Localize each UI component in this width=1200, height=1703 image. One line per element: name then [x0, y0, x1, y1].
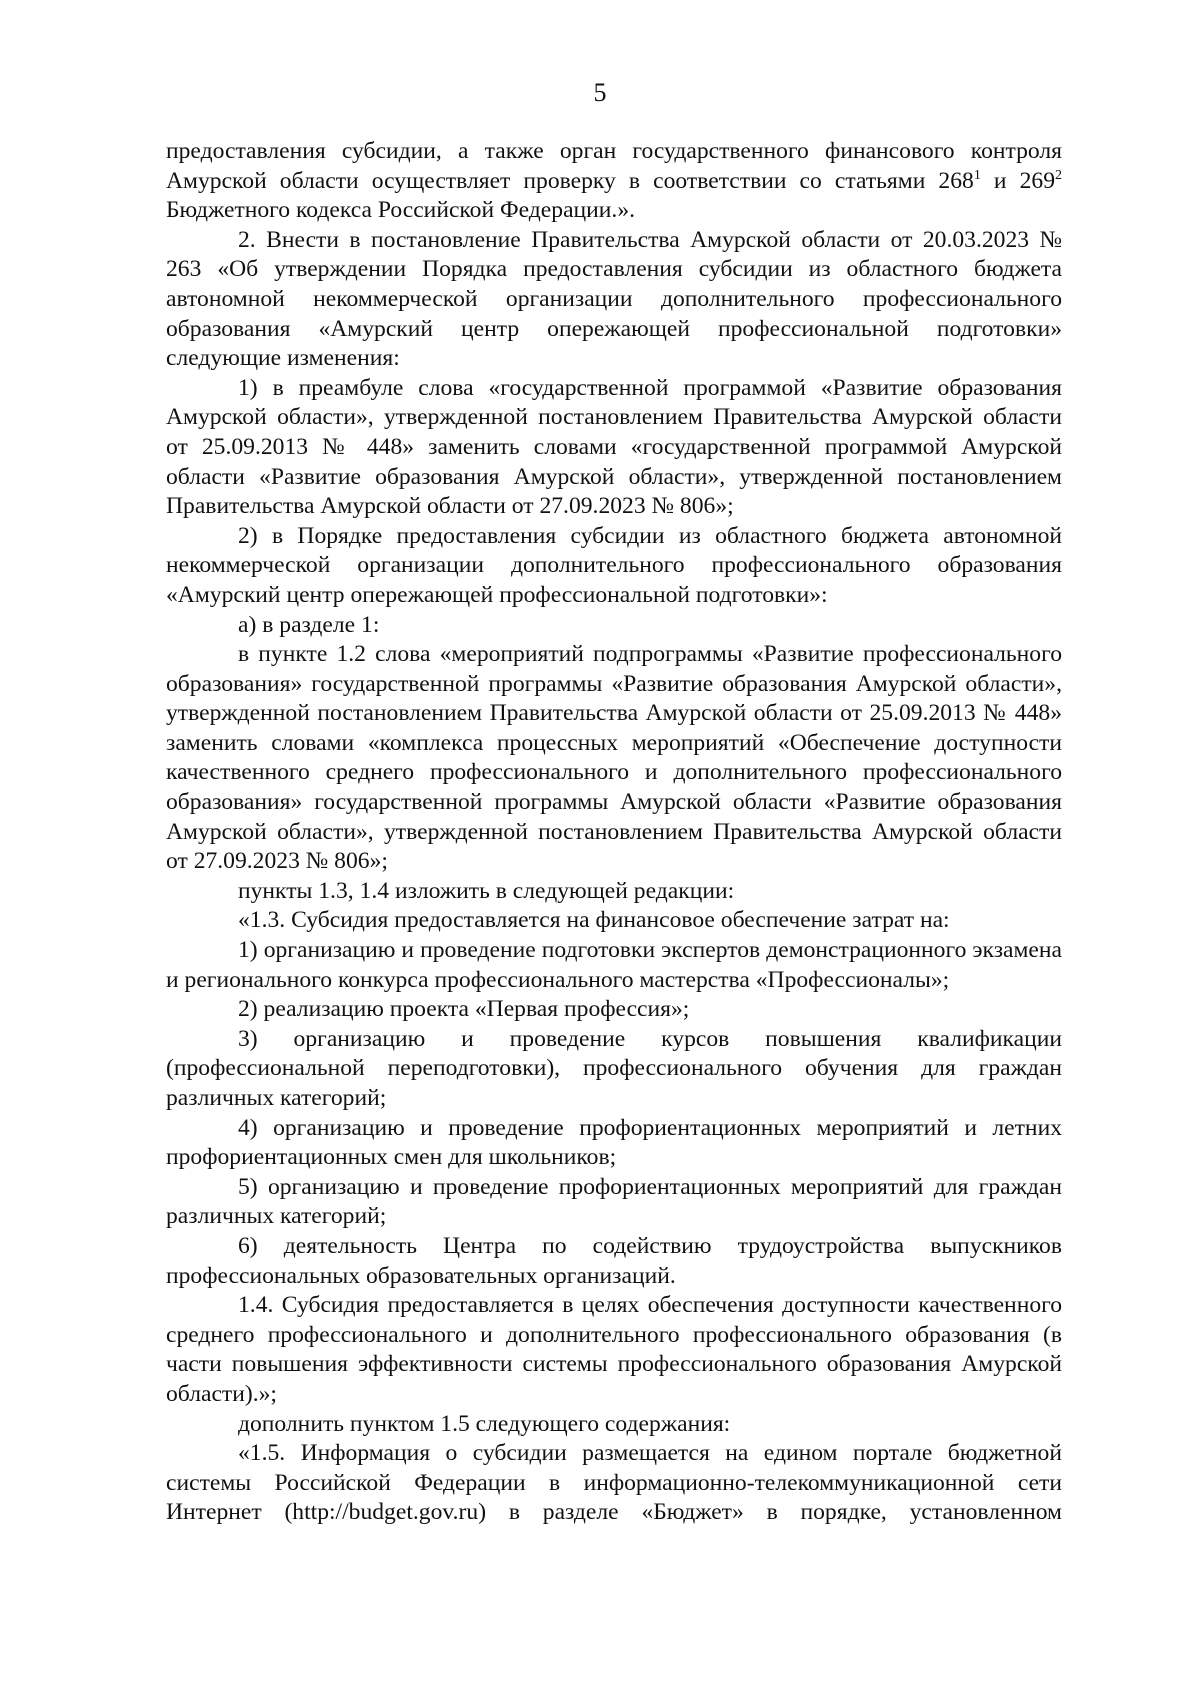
page-number: 5 — [593, 78, 607, 107]
superscript: 1 — [973, 167, 981, 183]
list-item-5: 5) организацию и проведение профориентационных мероприятий для граждан различных категорий; — [166, 1173, 1062, 1230]
list-item-2: 2) реализацию проекта «Первая профессия»; — [238, 996, 690, 1023]
paragraph-text: предоставления субсидии, а также орган государственного финансового контроля Амурской области осуществляет проверку в соответствии со статьями 268 — [166, 138, 1062, 194]
paragraph-point-1-3: «1.3. Субсидия предоставляется на финансовое обеспечение затрат на: — [238, 907, 950, 934]
list-item-1: 1) организацию и проведение подготовки экспертов демонстрационного экзамена и регионального конкурса профессионального мастерства «Профессионалы»; — [166, 937, 1062, 993]
paragraph-add-point-1-5: дополнить пунктом 1.5 следующего содержания: — [238, 1410, 731, 1437]
paragraph-points-1-3-1-4: пункты 1.3, 1.4 изложить в следующей редакции: — [238, 877, 735, 904]
paragraph-subitem-2: 2) в Порядке предоставления субсидии из областного бюджета автономной некоммерческой организации дополнительного профессионального образования «Амурский центр опережающей профессиональной подготовки»: — [166, 522, 1062, 608]
list-item-4: 4) организацию и проведение профориентационных мероприятий и летних профориентационных смен для школьников; — [166, 1114, 1062, 1171]
paragraph-continuation — [166, 137, 1062, 226]
paragraph-subitem-1: 1) в преамбуле слова «государственной программой «Развитие образования Амурской области», утвержденной постановлением Правительства Амурской области от 25.09.2013 № 448» заменить словами «государственной программой Амурской области «Развитие образования Амурской области», утвержденной постановлением Правительства Амурской области от 27.09.2023 № 806»; — [166, 374, 1062, 520]
paragraph-item-2: 2. Внести в постановление Правительства Амурской области от 20.03.2023 № 263 «Об утверждении Порядка предоставления субсидии из областного бюджета автономной некоммерческой организации дополнительного профессионального образования «Амурский центр опережающей профессиональной подготовки» следующие изменения: — [166, 226, 1062, 372]
paragraph-text: Бюджетного кодекса Российской Федерации.». — [166, 197, 636, 224]
paragraph-point-1-2: в пункте 1.2 слова «мероприятий подпрограммы «Развитие профессионального образования» государственной программы «Развитие образования Амурской области», утвержденной постановлением Правительства Амурской области от 25.09.2013 № 448» заменить словами «комплекса процессных мероприятий «Обеспечение доступности качественного среднего профессионального и дополнительного профессионального образования» государственной программы Амурской области «Развитие образования Амурской области», утвержденной постановлением Правительства Амурской области от 27.09.2023 № 806»; — [166, 641, 1062, 875]
superscript: 2 — [1055, 167, 1062, 183]
list-item-6: 6) деятельность Центра по содействию трудоустройства выпускников профессиональных образовательных организаций. — [166, 1232, 1062, 1289]
list-item-3: 3) организацию и проведение курсов повышения квалификации (профессиональной переподготовки), профессионального обучения для граждан различных категорий; — [166, 1025, 1062, 1111]
paragraph-point-1-4: 1.4. Субсидия предоставляется в целях обеспечения доступности качественного среднего профессионального и дополнительного профессионального образования (в части повышения эффективности системы профессионального образования Амурской области).»; — [166, 1292, 1062, 1407]
paragraph-text: и 269 — [980, 167, 1055, 194]
document-body — [166, 137, 1062, 1528]
paragraph-section-a: а) в разделе 1: — [238, 611, 380, 638]
paragraph-point-1-5: «1.5. Информация о субсидии размещается на едином портале бюджетной системы Российской Федерации в информационно-телекоммуникационной сети Интернет (http://budget.gov.ru) в разделе «Бюджет» в порядке, установленном — [166, 1440, 1062, 1526]
